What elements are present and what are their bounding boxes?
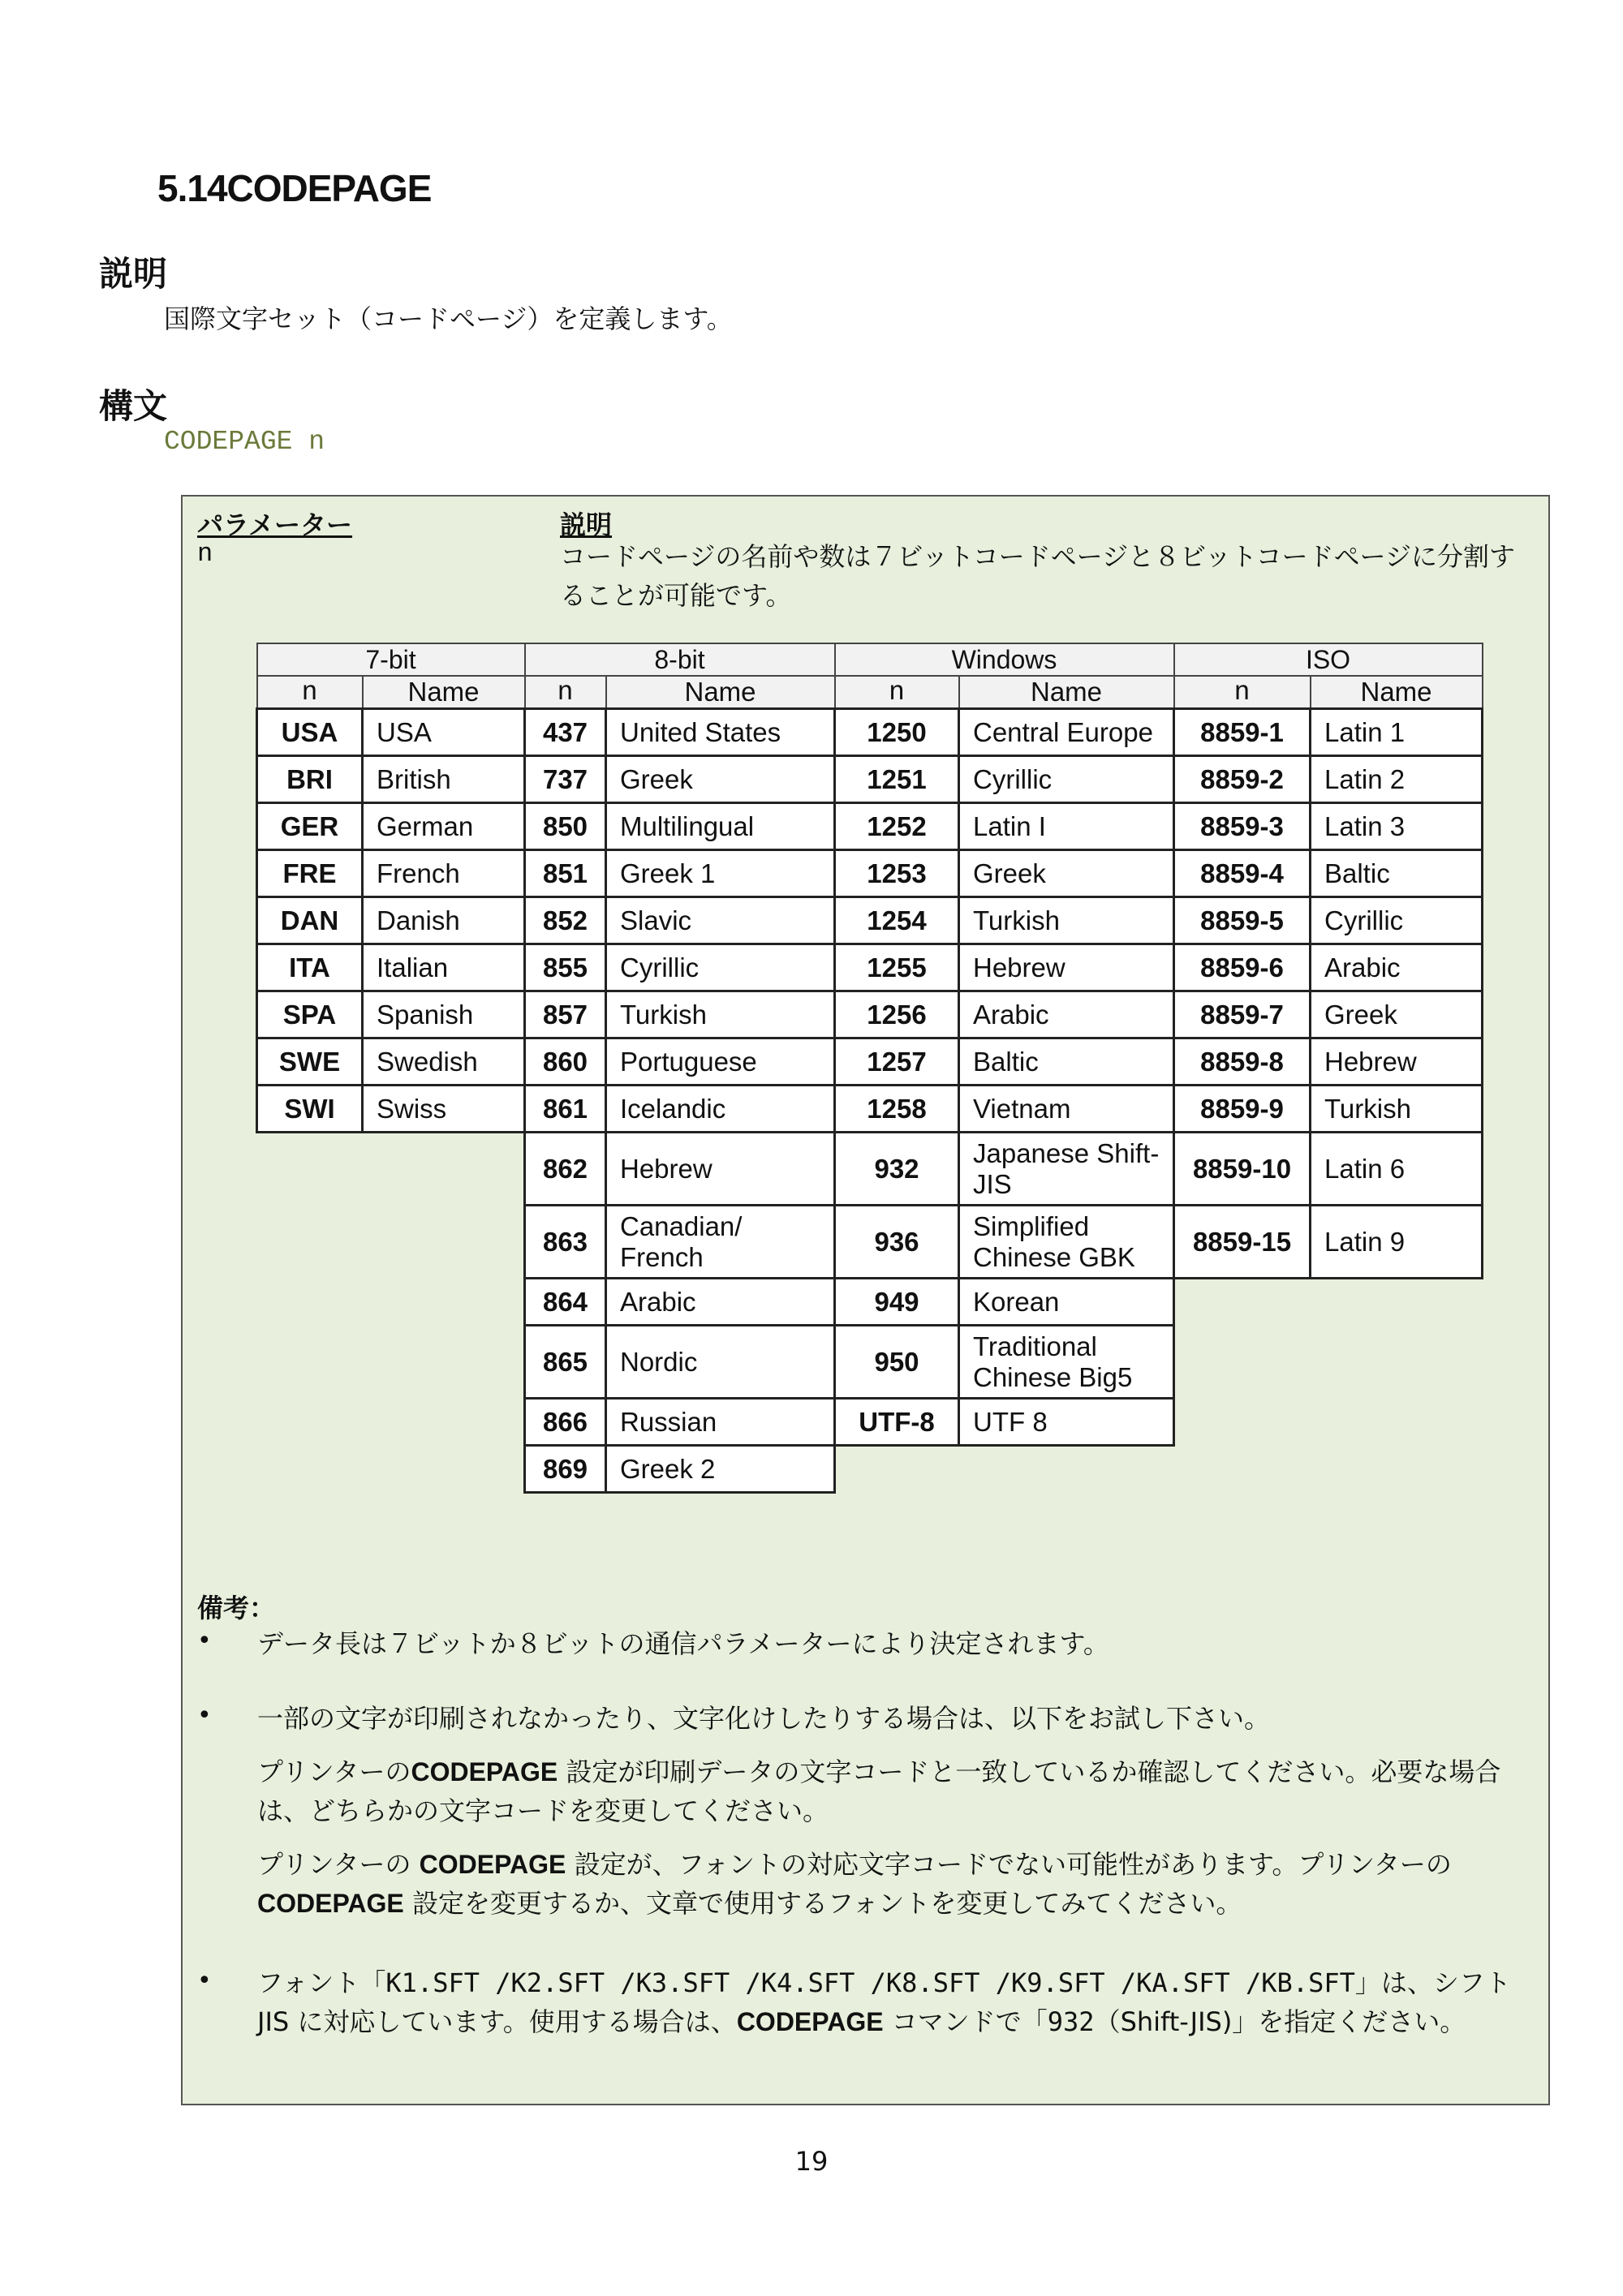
cell-windows-name: Central Europe <box>959 709 1174 756</box>
cell-7bit-name: USA <box>363 709 525 756</box>
note-text: コマンドで「 <box>891 2006 1048 2037</box>
bullet: • <box>197 1701 212 1730</box>
parameter-box <box>181 495 1550 2105</box>
table-row <box>257 991 1483 1038</box>
cell-7bit-n: USA <box>257 709 363 756</box>
notes-heading: 備考： <box>197 1593 276 1623</box>
cell-8bit-n: 864 <box>525 1279 606 1326</box>
cell-windows-name: Hebrew <box>959 944 1174 991</box>
cell-iso-n: 8859-6 <box>1174 944 1311 991</box>
cell-8bit-name: Icelandic <box>606 1086 835 1133</box>
empty-cell <box>257 1206 363 1279</box>
group-header: 7-bit <box>257 643 525 676</box>
empty-cell <box>257 1446 363 1493</box>
cell-windows-n: 932 <box>835 1133 959 1206</box>
table-row <box>257 709 1483 756</box>
cell-iso-n: 8859-3 <box>1174 803 1311 850</box>
cell-windows-n: 1254 <box>835 897 959 944</box>
cell-8bit-n: 737 <box>525 756 606 803</box>
cell-windows-name: Baltic <box>959 1038 1174 1086</box>
cell-8bit-name: Arabic <box>606 1279 835 1326</box>
empty-cell <box>1311 1279 1483 1326</box>
table-row <box>257 1038 1483 1086</box>
note-bold: CODEPAGE <box>419 1850 566 1879</box>
note-garbled-text: 一部の文字が印刷されなかったり、文字化けしたりする場合は、以下をお試し下さい。 <box>257 1703 1271 1734</box>
empty-cell <box>363 1133 525 1206</box>
cell-iso-n: 8859-10 <box>1174 1133 1311 1206</box>
cell-7bit-n: SWI <box>257 1086 363 1133</box>
cell-iso-name: Cyrillic <box>1311 897 1483 944</box>
cell-8bit-n: 863 <box>525 1206 606 1279</box>
sub-header-name: Name <box>606 676 835 709</box>
note-shift-jis-fonts <box>257 1963 1531 2041</box>
note-text: プリンターの <box>257 1849 411 1880</box>
cell-8bit-name: Hebrew <box>606 1133 835 1206</box>
table-row <box>257 897 1483 944</box>
desc-column-header: 説明 <box>560 510 613 540</box>
note-bold: CODEPAGE <box>736 2007 884 2036</box>
cell-8bit-n: 861 <box>525 1086 606 1133</box>
table-group-header-row <box>257 643 1483 676</box>
syntax-heading: 構文 <box>99 386 168 426</box>
cell-7bit-name: French <box>363 850 525 897</box>
cell-8bit-n: 855 <box>525 944 606 991</box>
table-row <box>257 803 1483 850</box>
empty-cell <box>257 1399 363 1446</box>
cell-iso-n: 8859-2 <box>1174 756 1311 803</box>
empty-cell <box>1311 1446 1483 1493</box>
table-sub-header-row <box>257 676 1483 709</box>
cell-8bit-n: 851 <box>525 850 606 897</box>
cell-windows-name: UTF 8 <box>959 1399 1174 1446</box>
cell-iso-name: Turkish <box>1311 1086 1483 1133</box>
cell-windows-n: UTF-8 <box>835 1399 959 1446</box>
cell-7bit-n: SWE <box>257 1038 363 1086</box>
table-row <box>257 944 1483 991</box>
cell-windows-name: Turkish <box>959 897 1174 944</box>
cell-iso-n: 8859-15 <box>1174 1206 1311 1279</box>
cell-windows-name: Korean <box>959 1279 1174 1326</box>
codepage-table <box>256 643 1483 1494</box>
empty-cell <box>257 1326 363 1399</box>
cell-8bit-name: Greek 2 <box>606 1446 835 1493</box>
cell-windows-n: 1255 <box>835 944 959 991</box>
cell-windows-name: Vietnam <box>959 1086 1174 1133</box>
cell-iso-n: 8859-7 <box>1174 991 1311 1038</box>
cell-iso-name: Latin 3 <box>1311 803 1483 850</box>
page-number: 19 <box>794 2146 829 2177</box>
param-column-header: パラメーター <box>197 510 353 540</box>
cell-7bit-name: Danish <box>363 897 525 944</box>
table-row <box>257 1086 1483 1133</box>
cell-8bit-name: Greek 1 <box>606 850 835 897</box>
cell-windows-n: 1258 <box>835 1086 959 1133</box>
empty-cell <box>1311 1326 1483 1399</box>
cell-windows-n: 1253 <box>835 850 959 897</box>
cell-8bit-name: Nordic <box>606 1326 835 1399</box>
cell-8bit-n: 869 <box>525 1446 606 1493</box>
cell-8bit-n: 860 <box>525 1038 606 1086</box>
cell-iso-name: Hebrew <box>1311 1038 1483 1086</box>
cell-8bit-n: 437 <box>525 709 606 756</box>
cell-7bit-name: Italian <box>363 944 525 991</box>
table-row <box>257 1279 1483 1326</box>
note-text: 設定を変更するか、文章で使用するフォントを変更してみてください。 <box>411 1888 1242 1919</box>
cell-7bit-n: FRE <box>257 850 363 897</box>
empty-cell <box>257 1133 363 1206</box>
sub-header-name: Name <box>959 676 1174 709</box>
cell-windows-name: Latin I <box>959 803 1174 850</box>
cell-windows-name: Simplified Chinese GBK <box>959 1206 1174 1279</box>
cell-8bit-name: Slavic <box>606 897 835 944</box>
empty-cell <box>1174 1399 1311 1446</box>
cell-iso-n: 8859-9 <box>1174 1086 1311 1133</box>
cell-8bit-n: 852 <box>525 897 606 944</box>
empty-cell <box>363 1206 525 1279</box>
group-header: 8-bit <box>525 643 835 676</box>
bullet: • <box>197 1967 212 1995</box>
note-text: フォント「 <box>257 1967 386 1998</box>
table-row <box>257 1399 1483 1446</box>
cell-windows-n: 1257 <box>835 1038 959 1086</box>
empty-cell <box>363 1326 525 1399</box>
empty-cell <box>257 1279 363 1326</box>
cell-iso-name: Greek <box>1311 991 1483 1038</box>
table-row <box>257 756 1483 803</box>
description-heading: 説明 <box>99 254 168 294</box>
note-check-codepage <box>257 1752 1531 1830</box>
note-bold: CODEPAGE <box>257 1889 404 1918</box>
table-row <box>257 1326 1483 1399</box>
cell-iso-n: 8859-8 <box>1174 1038 1311 1086</box>
cell-7bit-name: British <box>363 756 525 803</box>
cell-windows-n: 936 <box>835 1206 959 1279</box>
note-text: 設定が印刷データの文字コードと一致しているか確認してください。必要な場合は、どちらかの文字コードを変更してください。 <box>257 1756 1501 1826</box>
cell-iso-n: 8859-1 <box>1174 709 1311 756</box>
table-row <box>257 1446 1483 1493</box>
cell-8bit-name: Russian <box>606 1399 835 1446</box>
empty-cell <box>1174 1446 1311 1493</box>
empty-cell <box>363 1399 525 1446</box>
bullet: • <box>197 1627 212 1655</box>
section-title <box>157 166 431 210</box>
cell-8bit-n: 857 <box>525 991 606 1038</box>
cell-windows-name: Arabic <box>959 991 1174 1038</box>
cell-iso-n: 8859-4 <box>1174 850 1311 897</box>
cell-iso-name: Baltic <box>1311 850 1483 897</box>
note-text: プリンターの <box>257 1756 411 1787</box>
cell-iso-name: Latin 1 <box>1311 709 1483 756</box>
cell-windows-n: 950 <box>835 1326 959 1399</box>
param-name: n <box>197 539 213 569</box>
cell-windows-n: 1256 <box>835 991 959 1038</box>
cell-7bit-n: GER <box>257 803 363 850</box>
group-header: ISO <box>1174 643 1483 676</box>
cell-8bit-n: 862 <box>525 1133 606 1206</box>
empty-cell <box>959 1446 1174 1493</box>
cell-7bit-n: ITA <box>257 944 363 991</box>
cell-8bit-name: Canadian/ French <box>606 1206 835 1279</box>
cell-windows-name: Traditional Chinese Big5 <box>959 1326 1174 1399</box>
font-list: K1.SFT /K2.SFT /K3.SFT /K4.SFT /K8.SFT /K9.SFT /KA.SFT /KB.SFT <box>385 1967 1355 1998</box>
cell-windows-name: Cyrillic <box>959 756 1174 803</box>
code-932: 932 <box>1047 2006 1095 2037</box>
cell-8bit-n: 850 <box>525 803 606 850</box>
cell-8bit-name: Multilingual <box>606 803 835 850</box>
section-number: 5.14 <box>157 167 227 209</box>
empty-cell <box>1311 1399 1483 1446</box>
cell-windows-n: 1252 <box>835 803 959 850</box>
empty-cell <box>1174 1326 1311 1399</box>
param-description: コードページの名前や数は７ビットコードページと８ビットコードページに分割することが可能です。 <box>560 541 1515 611</box>
empty-cell <box>363 1446 525 1493</box>
sub-header-name: Name <box>1311 676 1483 709</box>
cell-iso-name: Arabic <box>1311 944 1483 991</box>
cell-8bit-name: Turkish <box>606 991 835 1038</box>
cell-8bit-name: Greek <box>606 756 835 803</box>
cell-8bit-n: 866 <box>525 1399 606 1446</box>
cell-iso-n: 8859-5 <box>1174 897 1311 944</box>
cell-windows-n: 1250 <box>835 709 959 756</box>
cell-windows-n: 949 <box>835 1279 959 1326</box>
sub-header-name: Name <box>363 676 525 709</box>
note-data-length: データ長は７ビットか８ビットの通信パラメーターにより決定されます。 <box>257 1628 1109 1659</box>
description-text: 国際文字セット（コードページ）を定義します。 <box>164 303 733 334</box>
cell-iso-name: Latin 6 <box>1311 1133 1483 1206</box>
cell-windows-name: Greek <box>959 850 1174 897</box>
note-font-codepage <box>257 1845 1531 1923</box>
cell-iso-name: Latin 9 <box>1311 1206 1483 1279</box>
cell-8bit-n: 865 <box>525 1326 606 1399</box>
note-bold: CODEPAGE <box>411 1757 558 1786</box>
cell-windows-n: 1251 <box>835 756 959 803</box>
table-row <box>257 1206 1483 1279</box>
syntax-code: CODEPAGE n <box>164 427 325 457</box>
cell-windows-name: Japanese Shift-JIS <box>959 1133 1174 1206</box>
empty-cell <box>1174 1279 1311 1326</box>
note-text: 設定が、フォントの対応文字コードでない可能性があります。プリンターの <box>574 1849 1452 1880</box>
sub-header-n: n <box>835 676 959 709</box>
cell-8bit-name: United States <box>606 709 835 756</box>
note-text: 」は、シフト JIS に対応しています。使用する場合は、 <box>257 1967 1511 2037</box>
cell-7bit-name: Swiss <box>363 1086 525 1133</box>
sub-header-n: n <box>257 676 363 709</box>
cell-7bit-name: Spanish <box>363 991 525 1038</box>
empty-cell <box>363 1279 525 1326</box>
group-header: Windows <box>835 643 1174 676</box>
cell-7bit-name: Swedish <box>363 1038 525 1086</box>
empty-cell <box>835 1446 959 1493</box>
cell-8bit-name: Portuguese <box>606 1038 835 1086</box>
cell-iso-name: Latin 2 <box>1311 756 1483 803</box>
section-name: CODEPAGE <box>226 167 432 209</box>
table-row <box>257 1133 1483 1206</box>
cell-8bit-name: Cyrillic <box>606 944 835 991</box>
sub-header-n: n <box>525 676 606 709</box>
cell-7bit-n: SPA <box>257 991 363 1038</box>
cell-7bit-n: DAN <box>257 897 363 944</box>
cell-7bit-name: German <box>363 803 525 850</box>
note-text: （Shift-JIS)」を指定ください。 <box>1094 2006 1466 2037</box>
sub-header-n: n <box>1174 676 1311 709</box>
cell-7bit-n: BRI <box>257 756 363 803</box>
table-row <box>257 850 1483 897</box>
